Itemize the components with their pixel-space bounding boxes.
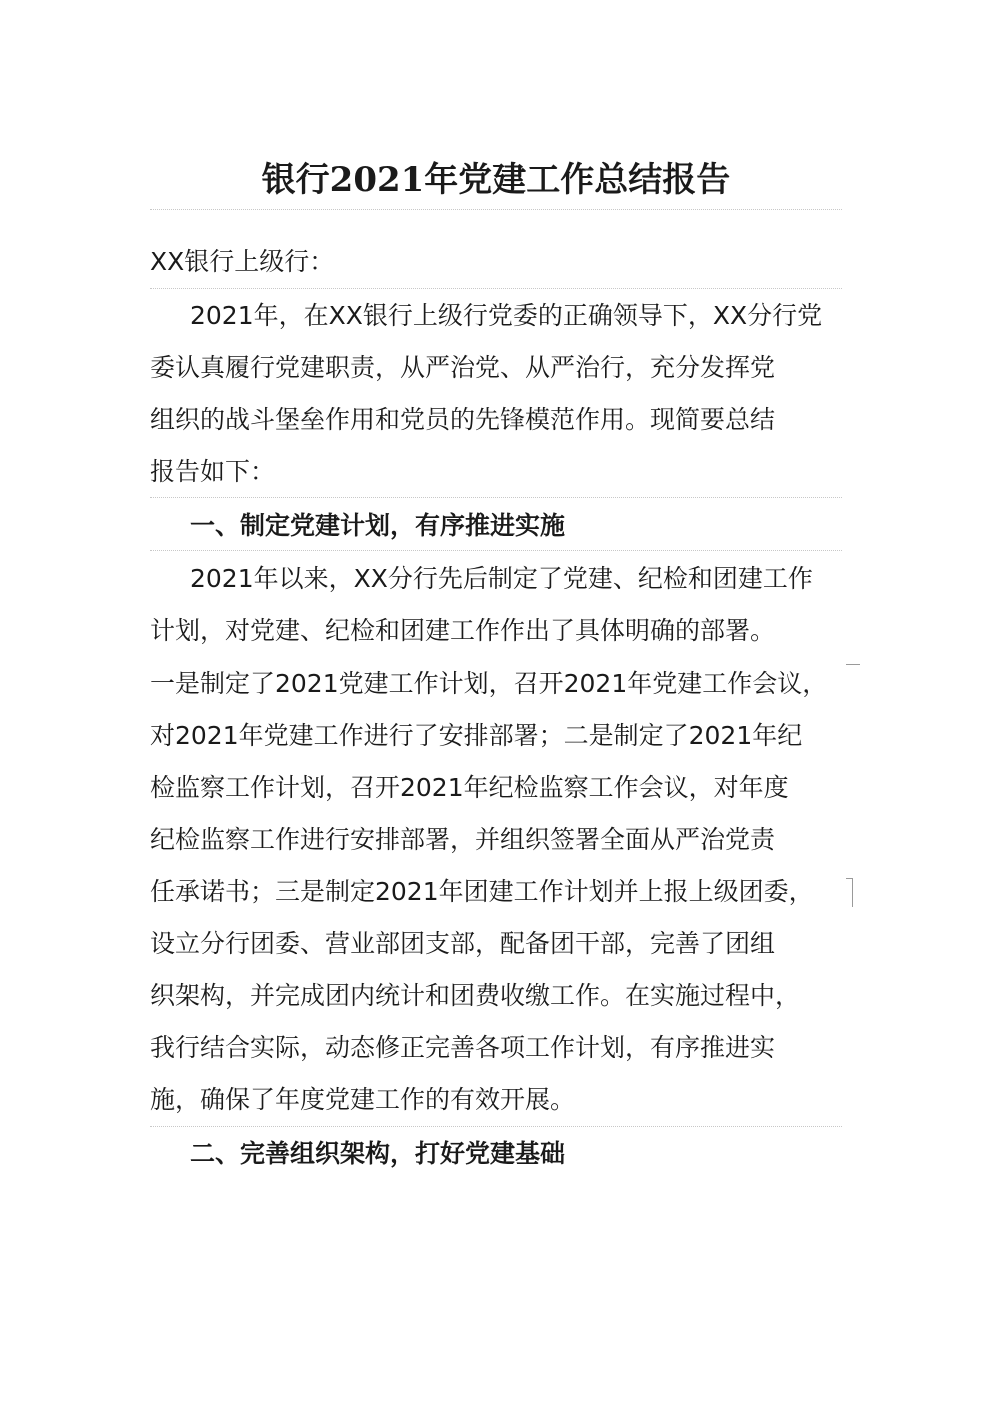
body-line: 一是制定了2021党建工作计划，召开2021年党建工作会议， [150,669,828,698]
section-heading: 一、制定党建计划，有序推进实施 [190,511,566,540]
divider [150,550,842,551]
body-line: 设立分行团委、营业部团支部，配备团干部，完善了团组 [150,929,776,958]
intro-line: 委认真履行党建职责，从严治党、从严治行，充分发挥党 [150,353,776,382]
body-line: 织架构，并完成团内统计和团费收缴工作。在实施过程中， [150,981,801,1010]
body-line: 任承诺书；三是制定2021年团建工作计划并上报上级团委， [150,877,814,906]
divider [150,497,842,498]
divider [150,209,842,210]
body-line: 2021年以来，XX分行先后制定了党建、纪检和团建工作 [190,564,813,593]
intro-line: 组织的战斗堡垒作用和党员的先锋模范作用。现简要总结 [150,405,776,434]
body-line: 施，确保了年度党建工作的有效开展。 [150,1085,576,1114]
intro-line: 报告如下： [150,457,276,486]
divider [150,288,842,289]
section-heading: 二、完善组织架构，打好党建基础 [190,1139,566,1168]
body-line: 我行结合实际，动态修正完善各项工作计划，有序推进实 [150,1033,776,1062]
intro-line: 2021年，在XX银行上级行党委的正确领导下，XX分行党 [190,301,823,330]
document-title: 银行2021年党建工作总结报告 [261,160,731,200]
body-line: 检监察工作计划，召开2021年纪检监察工作会议，对年度 [150,773,789,802]
layout-mark [846,878,853,907]
salutation: XX银行上级行： [150,247,335,276]
body-line: 纪检监察工作进行安排部署，并组织签署全面从严治党责 [150,825,776,854]
layout-mark [846,664,860,665]
body-line: 对2021年党建工作进行了安排部署；二是制定了2021年纪 [150,721,803,750]
body-line: 计划，对党建、纪检和团建工作作出了具体明确的部署。 [150,616,776,645]
divider [150,1126,842,1127]
